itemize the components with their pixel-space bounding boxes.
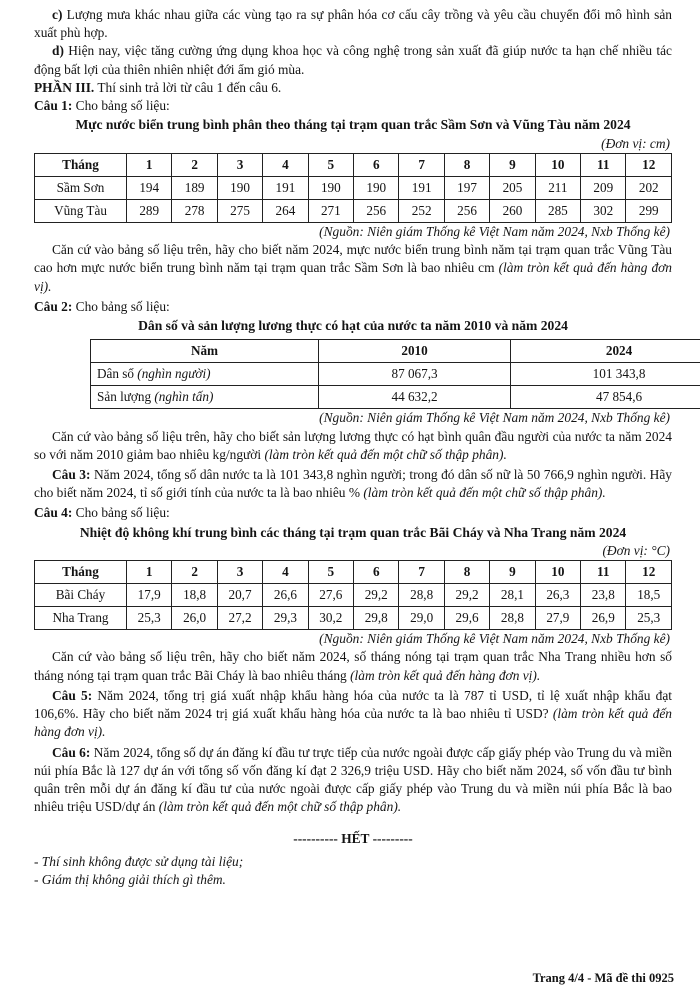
table-row: Sầm Sơn 194 189 190 191 190 190 191 197 205 211 209 202 [35, 176, 672, 199]
para-c: c) Lượng mưa khác nhau giữa các vùng tạo ra sự phân hóa cơ cấu cây trồng và yêu cầu chuyển đổi mô hình sản xuất phù hợp. [34, 7, 672, 41]
table-row: Sản lượng (nghìn tấn) 44 632,2 47 854,6 [91, 386, 700, 409]
q3-question: Câu 3: Năm 2024, tổng số dân nước ta là 101 343,8 nghìn người; trong đó dân số nữ là 50 766,9 nghìn người. Hãy cho biết năm 2024, tỉ số giới tính của nước ta là bao nhiêu % (làm tròn kết quả đến một chữ số thập phân). [34, 466, 672, 501]
q4-header-row: Tháng 1 2 3 4 5 6 7 8 9 10 11 12 [35, 561, 672, 584]
q2-question: Căn cứ vào bảng số liệu trên, hãy cho biết sản lượng lương thực có hạt bình quân đầu người của nước ta năm 2024 so với năm 2010 giảm bao nhiêu kg/người (làm tròn kết quả đến một chữ số thập phân). [34, 428, 672, 462]
table-row: Bãi Cháy 17,9 18,8 20,7 26,6 27,6 29,2 28,8 29,2 28,1 26,3 23,8 18,5 [35, 584, 672, 607]
table-row: Dân số (nghìn người) 87 067,3 101 343,8 [91, 363, 700, 386]
note-line: - Thí sinh không được sử dụng tài liệu; [34, 853, 244, 869]
exam-notes [34, 853, 672, 889]
part-3-heading: PHẦN III. Thí sinh trả lời từ câu 1 đến câu 6. [34, 79, 282, 95]
para-d: d) Hiện nay, việc tăng cường ứng dụng khoa học và công nghệ trong sản xuất đã giúp nước ta hạn chế nhiều tác động bất lợi của thiên nhiên nhiệt đới ẩm gió mùa. [34, 43, 672, 77]
q2-table [90, 339, 700, 409]
q4-table [34, 560, 672, 630]
q1-unit: (Đơn vị: cm) [601, 135, 670, 151]
q1-table-title: Mực nước biển trung bình phân theo tháng tại trạm quan trắc Sầm Sơn và Vũng Tàu năm 2024 [75, 117, 631, 133]
page-footer: Trang 4/4 - Mã đề thi 0925 [532, 971, 674, 985]
q2-heading: Câu 2: Cho bảng số liệu: [34, 298, 170, 314]
table-row: Nha Trang 25,3 26,0 27,2 29,3 30,2 29,8 29,0 29,6 28,8 27,9 26,9 25,3 [35, 607, 672, 630]
q4-question: Căn cứ vào bảng số liệu trên, hãy cho biết năm 2024, số tháng nóng tại trạm quan trắc Nha Trang nhiều hơn số tháng nóng tại trạm quan trắc Bãi Cháy là bao nhiêu tháng (làm tròn kết quả đến hàng đơn vị). [34, 649, 672, 683]
q1-header-row: Tháng 1 2 3 4 5 6 7 8 9 10 11 12 [35, 154, 672, 177]
q1-source: (Nguồn: Niên giám Thống kê Việt Nam năm 2024, Nxb Thống kê) [319, 223, 670, 239]
q4-source: (Nguồn: Niên giám Thống kê Việt Nam năm 2024, Nxb Thống kê) [319, 631, 670, 647]
q1-heading: Câu 1: Cho bảng số liệu: [34, 98, 170, 114]
q6-question: Câu 6: Năm 2024, tổng số dự án đăng kí đầu tư trực tiếp của nước ngoài được cấp giấy phép vào Trung du và miền núi phía Bắc là 127 dự án với tổng số vốn đăng kí đạt 2 326,9 triệu USD. Hãy cho biết năm 2024, số vốn đầu tư bình quân trên mỗi dự án đăng kí đầu tư của nước ngoài được cấp giấy phép vào Trung du và miền núi phía Bắc là bao nhiêu triệu USD/dự án (làm tròn kết quả đến một chữ số thập phân). [34, 744, 672, 815]
q4-unit: (Đơn vị: °C) [602, 543, 670, 559]
end-marker: ---------- HẾT --------- [293, 831, 413, 847]
q4-table-title: Nhiệt độ không khí trung bình các tháng tại trạm quan trắc Bãi Cháy và Nha Trang năm 2024 [79, 524, 627, 540]
q5-question: Câu 5: Năm 2024, tổng trị giá xuất nhập khẩu hàng hóa của nước ta là 787 tỉ USD, tỉ lệ xuất nhập khẩu đạt 106,6%. Hãy cho biết năm 2024 trị giá xuất khẩu hàng hóa của nước ta là bao nhiêu tỉ USD? (làm tròn kết quả đến hàng đơn vị). [34, 687, 672, 740]
table-row: Vũng Tàu 289 278 275 264 271 256 252 256 260 285 302 299 [35, 199, 672, 222]
note-line: - Giám thị không giải thích gì thêm. [34, 871, 226, 887]
q4-heading: Câu 4: Cho bảng số liệu: [34, 505, 170, 521]
q2-header-row: Năm 2010 2024 [91, 340, 700, 363]
q2-source: (Nguồn: Niên giám Thống kê Việt Nam năm 2024, Nxb Thống kê) [319, 410, 670, 426]
q1-question: Căn cứ vào bảng số liệu trên, hãy cho biết năm 2024, mực nước biển trung bình năm tại trạm quan trắc Vũng Tàu cao hơn mực nước biển trung bình năm tại trạm quan trắc Sầm Sơn là bao nhiêu cm (làm tròn kết quả đến hàng đơn vị). [34, 242, 672, 294]
q1-table [34, 153, 672, 223]
q2-table-title: Dân số và sản lượng lương thực có hạt của nước ta năm 2010 và năm 2024 [138, 317, 568, 333]
